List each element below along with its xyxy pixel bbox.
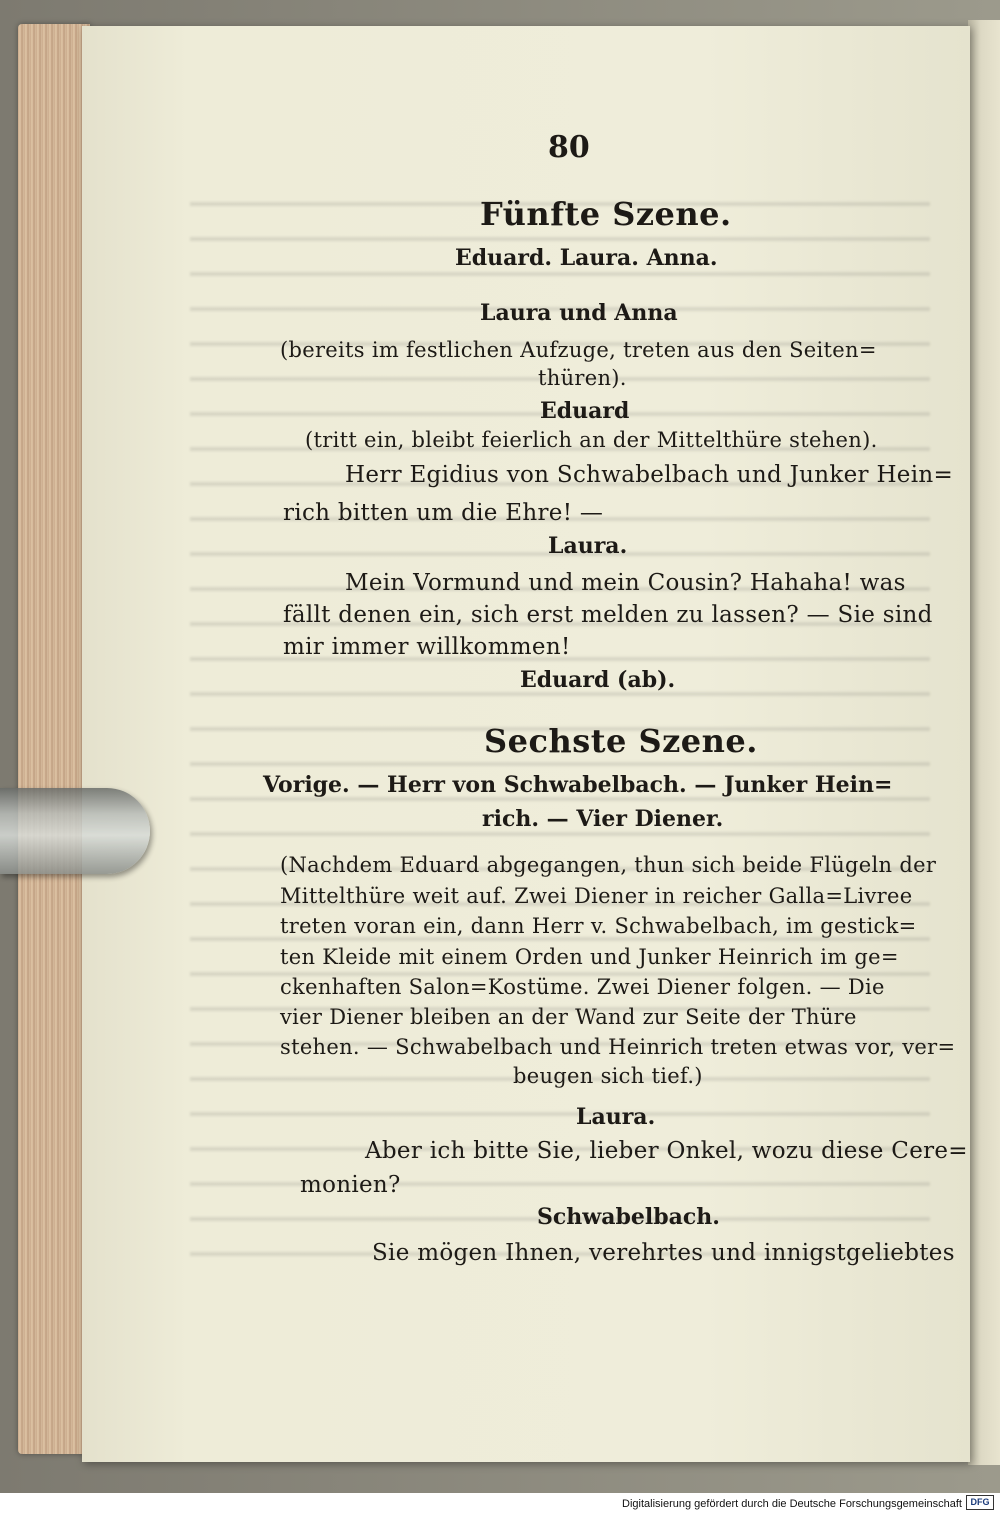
dialogue-line: monien? xyxy=(300,1172,401,1198)
dialogue-line: fällt denen ein, sich erst melden zu lassen? — Sie sind xyxy=(283,602,933,628)
book-page-edges xyxy=(18,24,90,1454)
speaker-laura: Laura. xyxy=(548,533,628,559)
stage-direction: (tritt ein, bleibt feierlich an der Mittelthüre stehen). xyxy=(305,428,878,452)
stage-direction: stehen. — Schwabelbach und Heinrich treten etwas vor, ver= xyxy=(280,1035,956,1059)
dialogue-line: Sie mögen Ihnen, verehrtes und innigstgeliebtes xyxy=(372,1240,955,1266)
scene-five-title: Fünfte Szene. xyxy=(480,195,732,233)
exit-direction: Eduard (ab). xyxy=(520,667,676,693)
dialogue-line: Mein Vormund und mein Cousin? Hahaha! was xyxy=(345,570,906,596)
facing-page-edge xyxy=(968,20,1000,1465)
scene-six-cast: rich. — Vier Diener. xyxy=(482,806,724,832)
speaker-schwabelbach: Schwabelbach. xyxy=(537,1204,720,1230)
footer-bar xyxy=(0,1493,1000,1513)
speaker-laura: Laura. xyxy=(576,1104,656,1130)
page-number: 80 xyxy=(548,130,590,165)
speaker-eduard: Eduard xyxy=(540,398,630,424)
dialogue-line: mir immer willkommen! xyxy=(283,634,571,660)
stage-direction: beugen sich tief.) xyxy=(513,1064,703,1088)
page-clip xyxy=(0,788,150,874)
scene-five-cast: Eduard. Laura. Anna. xyxy=(455,245,718,271)
stage-direction: Mittelthüre weit auf. Zwei Diener in reicher Galla=Livree xyxy=(280,884,913,908)
dialogue-line: Herr Egidius von Schwabelbach und Junker Hein= xyxy=(345,462,954,488)
dfg-logo: DFG xyxy=(966,1495,994,1510)
stage-direction: ten Kleide mit einem Orden und Junker Heinrich im ge= xyxy=(280,945,899,969)
speaker-laura-anna: Laura und Anna xyxy=(480,300,678,326)
stage-direction: (bereits im festlichen Aufzuge, treten aus den Seiten= xyxy=(280,338,877,362)
stage-direction: treten voran ein, dann Herr v. Schwabelbach, im gestick= xyxy=(280,914,917,938)
stage-direction: ckenhaften Salon=Kostüme. Zwei Diener folgen. — Die xyxy=(280,975,885,999)
funding-notice: Digitalisierung gefördert durch die Deutsche Forschungsgemeinschaft xyxy=(622,1498,962,1510)
dialogue-line: Aber ich bitte Sie, lieber Onkel, wozu diese Cere= xyxy=(365,1138,968,1164)
stage-direction: (Nachdem Eduard abgegangen, thun sich beide Flügeln der xyxy=(280,853,937,877)
scene-six-cast: Vorige. — Herr von Schwabelbach. — Junker Hein= xyxy=(263,772,893,798)
dialogue-line: rich bitten um die Ehre! — xyxy=(283,500,604,526)
stage-direction: thüren). xyxy=(538,366,627,390)
scene-six-title: Sechste Szene. xyxy=(484,722,758,760)
stage-direction: vier Diener bleiben an der Wand zur Seite der Thüre xyxy=(280,1005,857,1029)
